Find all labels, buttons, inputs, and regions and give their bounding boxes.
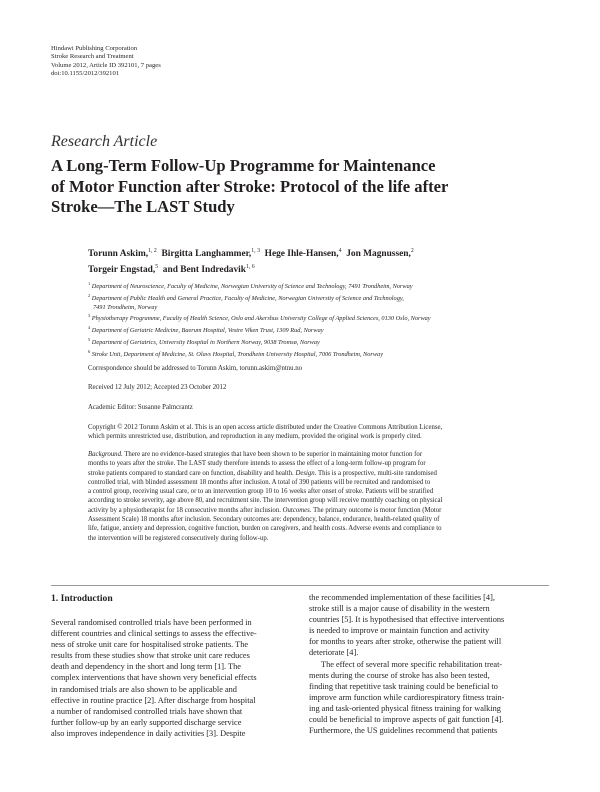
abstract-line: a control group, receiving usual care, or to an intervention group 10 to 16 weeks after onset of stroke. Patients will be stratified [88, 488, 434, 496]
author-line [88, 261, 414, 277]
correspondence: Correspondence should be addressed to Torunn Askim, torunn.askim@ntnu.no [88, 365, 303, 372]
doi[interactable]: doi:10.1155/2012/392101 [51, 69, 120, 77]
abstract-text: There are no evidence-based strategies that have been shown to be superior in maintaining motor function for [122, 451, 423, 458]
design-label: Design. [295, 469, 317, 477]
abstract-text: This is a prospective, multi-site randomised [316, 469, 437, 477]
body-line: ing and task-oriented physical fitness training for walking [309, 703, 501, 713]
abstract-line [88, 506, 560, 515]
title-line: A Long-Term Follow-Up Programme for Maintenance [51, 156, 436, 175]
abstract-text: The primary outcome is motor function (Motor [311, 506, 442, 514]
author-affiliation-mark: 1, 6 [246, 263, 255, 270]
body-line: Several randomised controlled trials have been performed in [51, 618, 252, 627]
copyright-line: Copyright © 2012 Torunn Askim et al. This is an open access article distributed under the Creative Commons Attribution License, [88, 424, 443, 431]
abstract-text: activity by a physiotherapist for 18 consecutive months after inclusion. [88, 506, 283, 514]
affiliation [88, 280, 431, 292]
outcomes-label: Outcomes. [282, 506, 312, 514]
body-line: a number of randomised controlled trials have shown that [51, 706, 243, 716]
affiliation-text: Department of Public Health and General Practice, Faculty of Medicine, Norwegian University of Science and Technology, [91, 294, 404, 302]
section-divider [51, 585, 549, 586]
author-name[interactable]: Birgitta Langhammer, [161, 249, 252, 260]
author-affiliation-mark: 2 [410, 248, 414, 254]
body-line: in randomised trials are also shown to be applicable and [51, 684, 237, 694]
copyright-notice [88, 423, 558, 442]
body-line: improve arm function while cardiorespiratory fitness train- [309, 692, 505, 702]
affiliation-text: Department of Neuroscience, Faculty of Medicine, Norwegian University of Science and Technology, 7491 Trondheim, Norway [91, 283, 413, 291]
affiliation-number: 2 [88, 292, 91, 298]
affiliation-text: Department of Geriatric Medicine, Baerum Hospital, Vestre Viken Trust, 1309 Rud, Norway [91, 327, 324, 335]
body-line: for months to years after stroke, otherwise the patient will [309, 637, 502, 647]
journal-header [51, 45, 161, 78]
body-line: also improves independence in daily activities [3]. Despite [51, 728, 246, 738]
body-line: could be beneficial to improve aspects of gait function [4]. [309, 715, 504, 725]
author-affiliation-mark: 5 [155, 263, 159, 270]
abstract-line [88, 450, 560, 459]
author-name[interactable]: Hege Ihle-Hansen, [264, 249, 339, 260]
body-line: stroke still is a major cause of disability in the western [309, 604, 490, 614]
journal-name: Stroke Research and Treatment [51, 53, 134, 61]
abstract-line: controlled trial, with blinded assessment 18 months after inclusion. A total of 390 patients will be recruited and randomised to [88, 478, 431, 486]
abstract-line: the intervention will be registered consecutively during follow-up. [88, 534, 269, 542]
affiliation-number: 5 [88, 336, 91, 342]
abstract-text: stroke patients compared to standard care on function, disability and health. [88, 469, 296, 477]
body-line: the recommended implementation of these facilities [4], [309, 593, 495, 602]
volume-info: Volume 2012, Article ID 392101, 7 pages [51, 61, 161, 69]
body-line: complex interventions that have shown very beneficial effects [51, 673, 257, 683]
copyright-line: which permits unrestricted use, distribution, and reproduction in any medium, provided the original work is properly cited. [88, 433, 422, 441]
body-line: ments during the course of stroke has also been tested, [309, 670, 490, 680]
body-line: Furthermore, the US guidelines recommend that patients [309, 726, 498, 736]
author-affiliation-mark: 4 [338, 248, 342, 254]
affiliation [88, 304, 431, 313]
author-list [88, 245, 414, 277]
title-line: Stroke—The LAST Study [51, 197, 235, 216]
affiliation [88, 312, 431, 324]
body-line: is needed to improve or maintain function and activity [309, 626, 490, 636]
body-line: effective in routine practice [2]. After discharge from hospital [51, 695, 256, 705]
body-line: ness of stroke unit care for hospitalised stroke patients. The [51, 640, 249, 650]
body-line: death and dependency in the short and long term [1]. The [51, 662, 241, 672]
right-column [309, 592, 549, 736]
abstract-line: Assessment Scale) 18 months after inclusion. Secondary outcomes are: dependency, balance, endurance, health-related quality of [88, 516, 440, 524]
body-line: different countries and clinical settings to assess the effective- [51, 629, 257, 639]
abstract-line: according to stroke severity, age above 80, and recruitment site. The intervention group will receive monthly coaching on physical [88, 497, 443, 505]
body-line: deteriorate [4]. [309, 648, 359, 658]
affiliation [88, 324, 431, 336]
left-column [51, 617, 291, 739]
academic-editor: Academic Editor: Susanne Palmcrantz [88, 404, 193, 411]
affiliation [88, 348, 431, 360]
author-line [88, 245, 414, 261]
affiliation [88, 292, 431, 304]
affiliation-text: 7491 Trondheim, Norway [93, 303, 158, 311]
received-dates: Received 12 July 2012; Accepted 23 October 2012 [88, 384, 227, 391]
author-name[interactable]: Jon Magnussen, [346, 249, 411, 260]
section-heading: 1. Introduction [51, 593, 113, 604]
affiliation-list [88, 280, 431, 359]
abstract [88, 450, 560, 543]
author-affiliation-mark: 1, 3 [251, 248, 260, 254]
affiliation-text: Stroke Unit, Department of Medicine, St. Olavs Hospital, Trondheim University Hospital, 7006 Trondheim, Norway [91, 350, 383, 358]
author-affiliation-mark: 1, 2 [148, 248, 157, 254]
background-label: Background. [88, 451, 123, 458]
body-line: finding that repetitive task training could be beneficial to [309, 681, 498, 691]
body-line: results from these studies show that stroke unit care reduces [51, 651, 250, 661]
title-line: of Motor Function after Stroke: Protocol of the life after [51, 176, 449, 196]
publisher-name: Hindawi Publishing Corporation [51, 45, 138, 52]
affiliation-text: Physiotherapy Programme, Faculty of Health Science, Oslo and Akershus University College of Applied Sciences, 0130 Oslo, Norway [91, 315, 431, 323]
affiliation-number: 6 [88, 348, 91, 354]
body-line: The effect of several more specific rehabilitation treat- [321, 659, 503, 669]
author-name[interactable]: Torunn Askim, [88, 249, 149, 260]
author-name[interactable]: and Bent Indredavik [162, 265, 246, 276]
body-line: further follow-up by an early supported discharge service [51, 717, 242, 727]
affiliation-number: 4 [88, 325, 91, 331]
body-line: countries [5]. It is hypothesised that effective interventions [309, 615, 505, 625]
affiliation-number: 3 [88, 313, 91, 319]
affiliation-number: 1 [88, 281, 91, 286]
article-type: Research Article [51, 133, 158, 150]
affiliation [88, 336, 431, 348]
abstract-line: life, fatigue, anxiety and depression, cognitive function, burden on caregivers, and health costs. Adverse events and compliance to [88, 525, 442, 533]
abstract-line: months to years after the stroke. The LAST study therefore intends to assess the effect of a long-term follow-up program for [88, 460, 426, 468]
abstract-line [88, 469, 560, 478]
affiliation-text: Department of Geriatrics, University Hospital in Northern Norway, 9038 Tromsø, Norway [91, 338, 320, 346]
paper-title [51, 156, 531, 218]
author-name[interactable]: Torgeir Engstad, [88, 265, 156, 276]
